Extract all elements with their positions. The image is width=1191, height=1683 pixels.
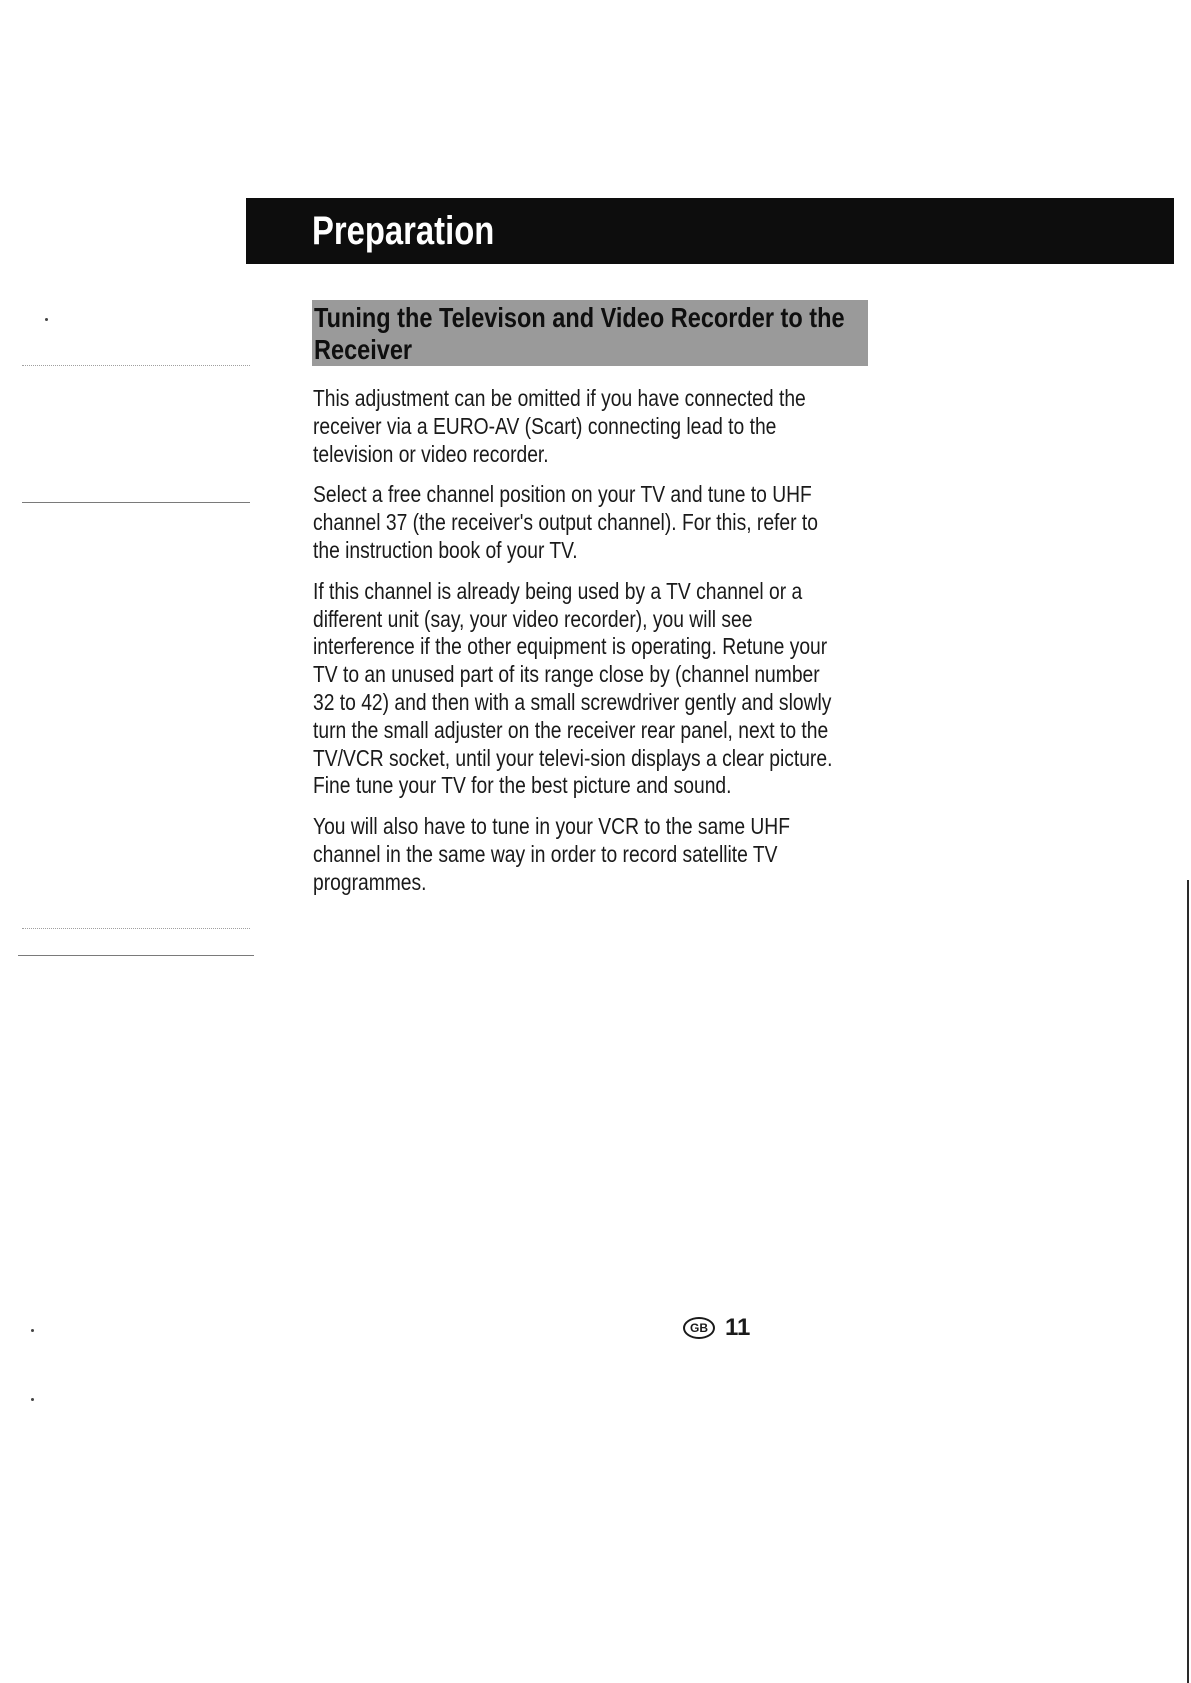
scan-speck <box>31 1329 34 1332</box>
paragraph: If this channel is already being used by a TV channel or a different unit (say, your video recorder), you will see interference if the other equipment is operating. Retune your TV to an unused part of its range close by (channel number 32 to 42) and then with a small screwdriver gently and slowly turn the small adjuster on the receiver rear panel, next to the TV/VCR socket, until your televi-sion displays a clear picture. Fine tune your TV for the best picture and sound. <box>313 577 833 799</box>
paragraph: This adjustment can be omitted if you have connected the receiver via a EURO-AV (Scart) connecting lead to the television or video recorder. <box>313 385 806 467</box>
paragraph: Select a free channel position on your TV and tune to UHF channel 37 (the receiver's output channel). For this, refer to the instruction book of your TV. <box>313 481 818 563</box>
page-footer <box>683 1312 750 1344</box>
page-title: Preparation <box>312 209 495 253</box>
paragraph: You will also have to tune in your VCR to the same UHF channel in the same way in order to record satellite TV programmes. <box>313 813 790 895</box>
margin-rule <box>18 955 254 956</box>
language-badge: GB <box>683 1317 715 1339</box>
body-text <box>313 385 838 910</box>
margin-rule <box>22 365 250 366</box>
scan-speck <box>45 318 48 321</box>
margin-rule <box>22 502 250 503</box>
section-heading: Tuning the Televison and Video Recorder to the Receiver <box>314 302 845 365</box>
margin-rule <box>22 928 250 929</box>
page-number: 11 <box>725 1314 751 1341</box>
scan-speck <box>31 1398 34 1401</box>
page-edge <box>1187 880 1189 1683</box>
